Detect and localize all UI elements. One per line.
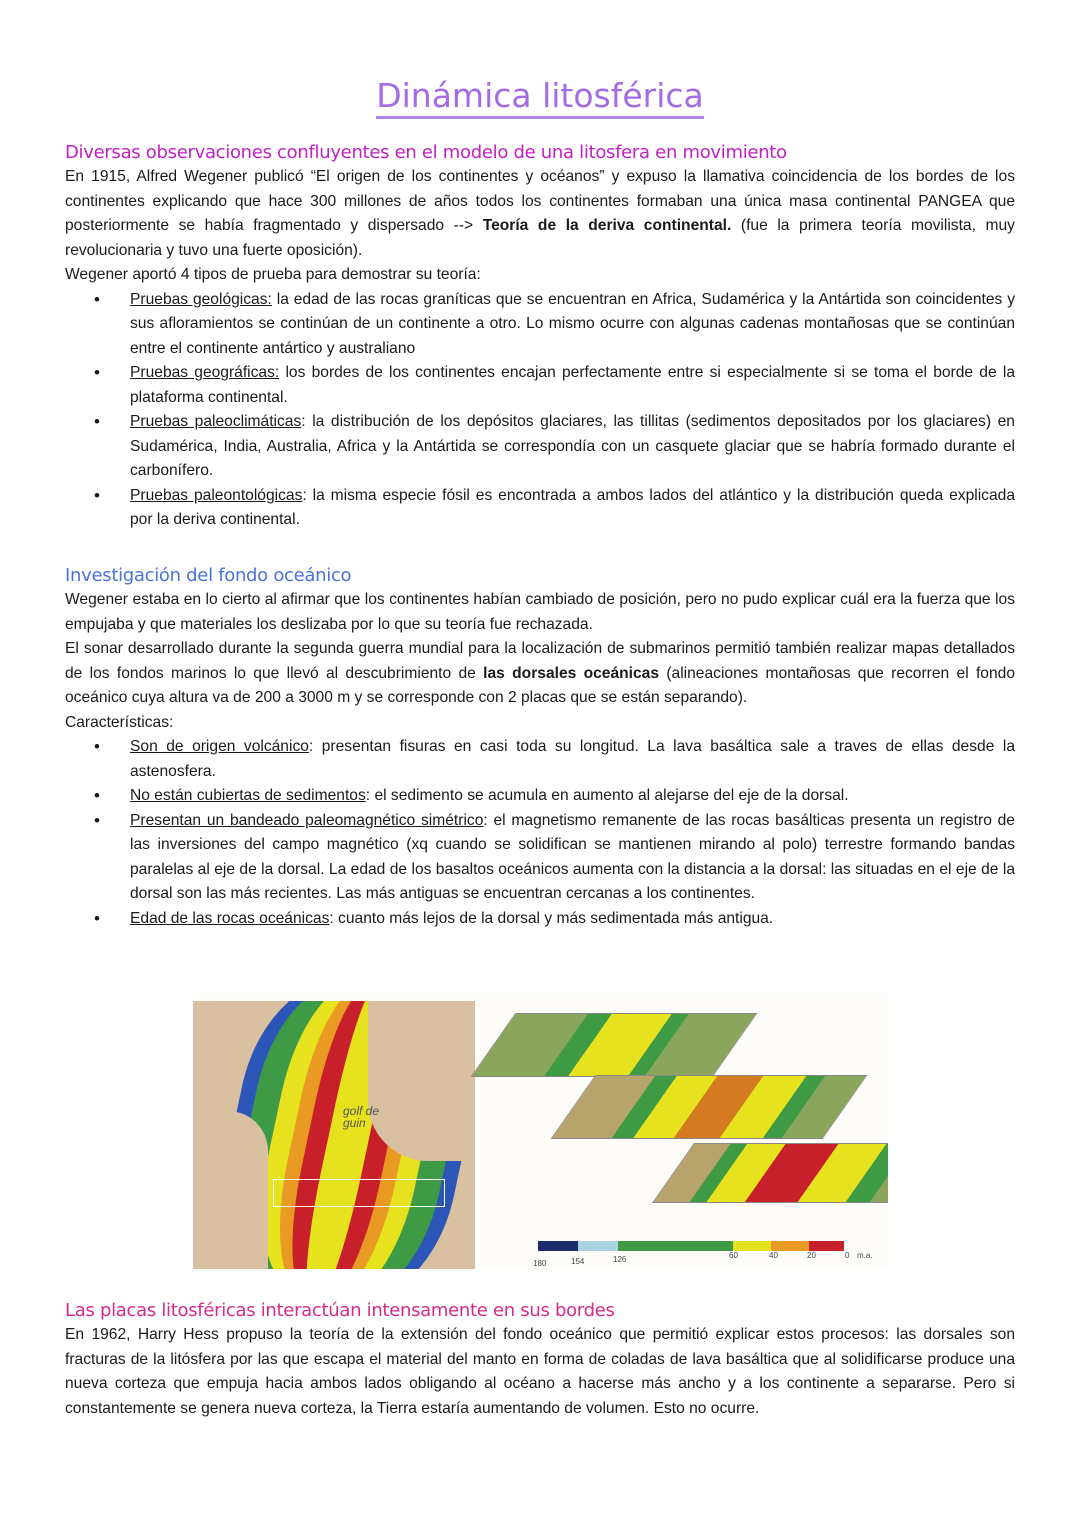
bold-text: las dorsales oceánicas: [483, 664, 660, 682]
paragraph: [65, 637, 1015, 711]
scale-tick: 0: [845, 1251, 850, 1260]
scale-tick: 40: [769, 1251, 778, 1260]
ridge-block-1: [471, 1013, 758, 1077]
scale-tick: 180: [533, 1259, 547, 1268]
list-item: [130, 484, 1015, 533]
list-item: [130, 809, 1015, 907]
bold-text: Teoría de la deriva continental.: [482, 217, 732, 234]
section-heading: Diversas observaciones confluyentes en el modelo de una litosfera en movimiento: [65, 142, 787, 163]
term: No están cubiertas de sedimentos: [130, 787, 366, 804]
scale-tick: 60: [729, 1251, 738, 1260]
text: En 1915, Alfred Wegener publicó “El origen de los continentes y océanos” y expuso la llamativa coincidencia de los bordes de los continentes explicando que hace 300 millones de años todos los continentes formaban una única masa continental PANGEA que posteriormente se había fragmentado y dispersado -->: [65, 168, 1015, 234]
scale-tick: 154: [571, 1257, 585, 1266]
list-item: [130, 735, 1015, 784]
ocean-floor-age-figure: [193, 993, 888, 1269]
ridge-block-3: [652, 1143, 888, 1203]
list-item: [130, 410, 1015, 484]
section-heading: Las placas litosféricas interactúan intensamente en sus bordes: [65, 1300, 615, 1321]
list-item: [130, 361, 1015, 410]
text: : presentan fisuras en casi toda su longitud. La lava basáltica sale a traves de ellas desde la astenosfera.: [130, 738, 1015, 780]
evidence-list: [65, 288, 1015, 533]
text: : el sedimento se acumula en aumento al alejarse del eje de la dorsal.: [365, 787, 849, 804]
text: la edad de las rocas graníticas que se encuentran en Africa, Sudamérica y la Antártida son coincidentes y sus afloramientos se continúan de un continente a otro. Lo mismo ocurre con algunas cadenas montañosas que se continúan entre el continente antártico y australiano: [130, 290, 1015, 357]
map-annotation: golf de guin: [343, 1104, 380, 1130]
atlantic-age-map: [193, 1001, 475, 1269]
paragraph: [65, 165, 1015, 263]
scale-tick: 126: [613, 1255, 627, 1264]
scale-unit: m.a.: [857, 1251, 873, 1260]
term: Presentan un bandeado paleomagnético simétrico: [130, 811, 484, 829]
term: Edad de las rocas oceánicas: [130, 909, 330, 927]
section-heading: Investigación del fondo oceánico: [65, 565, 352, 586]
section-plates: [65, 1299, 1015, 1421]
text: (fue la primera teoría movilista, muy revolucionaria y tuvo una fuerte oposición).: [65, 217, 1015, 259]
paragraph: Características:: [65, 713, 174, 731]
section-ocean-floor: [65, 564, 1015, 931]
paragraph: Wegener estaba en lo cierto al afirmar que los continentes habían cambiado de posición, pero no pudo explicar cuál era la fuerza que los empujaba y que materiales los deslizaba por lo que su teoría fue rechazada.: [65, 591, 1015, 633]
text: El sonar desarrollado durante la segunda guerra mundial para la localización de submarinos permitió también realizar mapas detallados de los fondos marinos lo que llevó al descubrimiento de: [65, 640, 1015, 682]
page-title: Dinámica litosférica: [0, 76, 1080, 115]
term: Pruebas geográficas:: [130, 364, 280, 381]
list-item: [130, 784, 1015, 809]
term: Pruebas paleontológicas: [130, 486, 303, 504]
term: Son de origen volcánico: [130, 738, 309, 755]
ridge-block-2: [551, 1075, 868, 1139]
section-wegener: [65, 141, 1015, 533]
paragraph: En 1962, Harry Hess propuso la teoría de la extensión del fondo oceánico que permitió explicar estos procesos: las dorsales son fracturas de la litósfera por las que escapa el material del manto en forma de coladas de lava basáltica que al solidificarse produce una nueva corteza que empuja hacia ambos lados obligando al océano a hacerse más ancho y a los continente a separarse. Pero si constantemente se genera nueva corteza, la Tierra estaría aumentando de volumen. Esto no ocurre.: [65, 1326, 1015, 1417]
paragraph: Wegener aportó 4 tipos de prueba para demostrar su teoría:: [65, 266, 481, 283]
text: : la misma especie fósil es encontrada a ambos lados del atlántico y la distribución queda explicada por la deriva continental.: [130, 486, 1015, 528]
text: los bordes de los continentes encajan perfectamente entre si especialmente si se toma el borde de la plataforma continental.: [130, 364, 1015, 406]
text: (alineaciones montañosas que recorren el fondo oceánico cuya altura va de 200 a 3000 m y se corresponde con 2 placas que se están separando).: [65, 664, 1015, 706]
list-item: [130, 288, 1015, 362]
text: : cuanto más lejos de la dorsal y más sedimentada más antigua.: [329, 909, 774, 927]
scale-tick: 20: [807, 1251, 816, 1260]
text: : el magnetismo remanente de las rocas basálticas presenta un registro de las inversiones del campo magnético (xq cuando se solidifican se mantienen mirando al polo) terrestre formando bandas paralelas al eje de la dorsal. La edad de los basaltos oceánicos aumenta con la distancia a la dorsal: las situadas en el eje de la dorsal son las más recientes. Las más antiguas se encuentran cercanas a los continentes.: [130, 811, 1015, 902]
term: Pruebas paleoclimáticas: [130, 413, 302, 430]
text: : la distribución de los depósitos glaciares, las tillitas (sedimentos depositados por los glaciares) en Sudamérica, India, Australia, Africa y la Antártida se correspondía con un casquete glaciar que se habría formado durante el carbonífero.: [130, 413, 1015, 479]
list-item: [130, 907, 1015, 932]
characteristics-list: [65, 735, 1015, 931]
age-scale-bar: [538, 1241, 848, 1251]
term: Pruebas geológicas:: [130, 290, 272, 308]
